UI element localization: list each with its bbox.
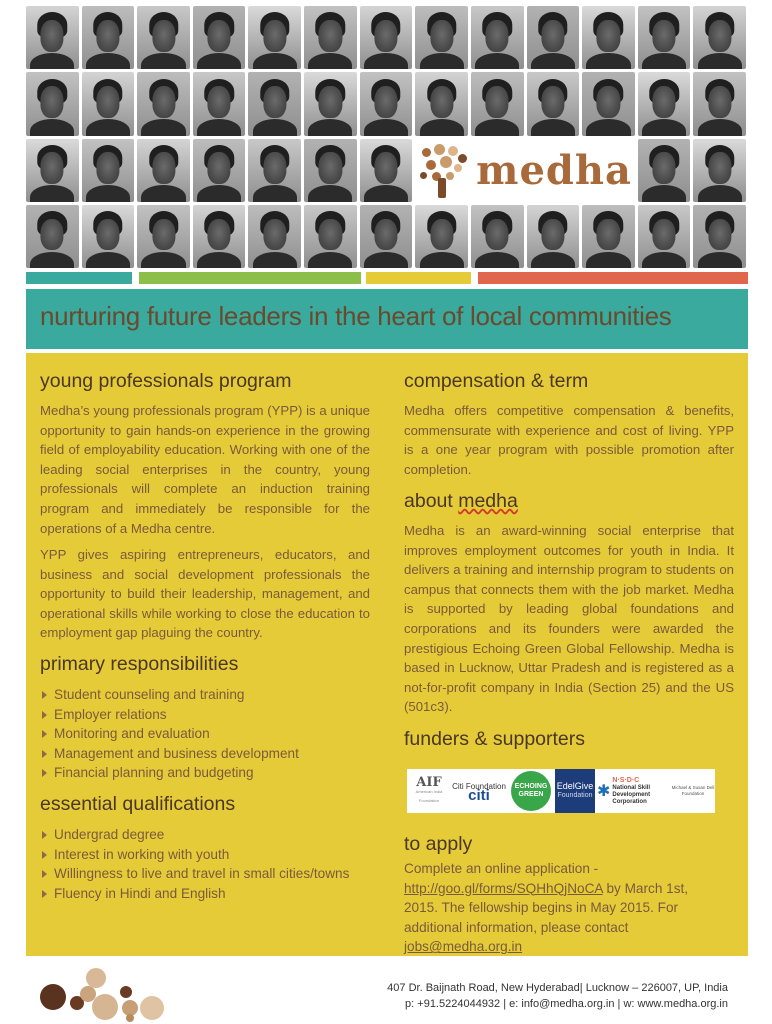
nsdc-logo (597, 769, 671, 813)
portrait-photo (693, 205, 746, 268)
photo-mosaic (26, 6, 746, 268)
qualification-item: Interest in working with youth (40, 845, 349, 865)
funders-heading: funders & supporters (404, 728, 586, 750)
compensation-heading: compensation & term (404, 370, 589, 392)
footer-logo-dot (126, 1014, 134, 1022)
citi-foundation-text: Citi Foundation (452, 782, 506, 791)
portrait-photo (415, 6, 468, 69)
portrait-photo (137, 6, 190, 69)
qualification-item: Willingness to live and travel in small cities/towns (40, 864, 349, 884)
portrait-photo (304, 72, 357, 135)
stripe-yellow (366, 272, 471, 284)
responsibility-item: Financial planning and budgeting (40, 763, 299, 783)
tagline-banner (26, 289, 748, 349)
portrait-photo (304, 139, 357, 202)
footer-logo-dot (120, 986, 132, 998)
portrait-photo (360, 205, 413, 268)
portrait-photo (582, 6, 635, 69)
portrait-photo (527, 6, 580, 69)
footer-contact (387, 980, 728, 1012)
portrait-photo (82, 6, 135, 69)
portrait-photo (582, 205, 635, 268)
portrait-photo (693, 139, 746, 202)
tree-dot (458, 154, 467, 163)
tree-dot (426, 160, 436, 170)
aif-logo-text: AIF (416, 774, 442, 790)
edelgive-logo (555, 769, 595, 813)
nsdc-subtext: National Skill Development Corporation (612, 785, 651, 805)
tree-dot (420, 172, 427, 179)
stripe-teal (26, 272, 132, 284)
about-heading (404, 490, 518, 513)
portrait-photo (304, 205, 357, 268)
responsibility-item: Management and business development (40, 744, 299, 764)
apply-text-middle: by March 1st, 2015. The fellowship begins in May 2015. For additional information, please contact (404, 880, 689, 935)
portrait-photo (693, 72, 746, 135)
tree-dot (446, 172, 454, 180)
about-heading-name: medha (458, 490, 518, 512)
portrait-photo (248, 6, 301, 69)
portrait-photo (415, 72, 468, 135)
medha-wordmark: medha (476, 146, 632, 194)
portrait-photo (26, 6, 79, 69)
apply-text-before: Complete an online application - (404, 861, 599, 876)
footer-address: 407 Dr. Baijnath Road, New Hyderabad| Lucknow – 226007, UP, India (387, 982, 728, 994)
nsdc-figure-icon: ✱ (597, 782, 611, 800)
about-heading-prefix: about (404, 490, 459, 512)
citi-text: citi (468, 787, 490, 804)
footer-logo-dot (40, 984, 66, 1010)
footer-logo (34, 964, 174, 1020)
portrait-photo (304, 6, 357, 69)
portrait-photo (137, 205, 190, 268)
footer-contact-line: p: +91.5224044932 | e: info@medha.org.in | w: www.medha.org.in (405, 998, 728, 1010)
tagline: nurturing future leaders in the heart of local communities (40, 301, 672, 331)
portrait-photo (137, 72, 190, 135)
portrait-photo (693, 6, 746, 69)
stripe-green (139, 272, 361, 284)
ypp-paragraph-1: Medha’s young professionals program (YPP) is a unique opportunity to gain hands-on experience in the growing field of employability education. Working with one of the leading social enterprises in the country, young professionals will complete an induction training program and immediately be responsible for the operations of a Medha centre. (40, 403, 370, 536)
responsibility-item: Monitoring and evaluation (40, 724, 299, 744)
portrait-photo (248, 139, 301, 202)
portrait-photo (638, 205, 691, 268)
dell-foundation-logo: Michael & Susan Dell Foundation (671, 785, 715, 796)
about-paragraph: Medha is an award-winning social enterprise that improves employment outcomes for youth in India. It delivers a training and internship program to students on campus that connects them with the job market. Medha is supported by leading global foundations and corporations and its founders were awarded the prestigious Echoing Green Global Fellowship. Medha is based in Lucknow, Uttar Pradesh and is registered as a not-for-profit company in India (Section 25) and the US (501c3). (404, 523, 734, 715)
aif-logo (407, 769, 451, 813)
portrait-photo (527, 72, 580, 135)
portrait-photo (471, 6, 524, 69)
portrait-photo (193, 72, 246, 135)
stripe-coral (478, 272, 748, 284)
portrait-photo (638, 72, 691, 135)
responsibility-item: Student counseling and training (40, 685, 299, 705)
responsibilities-heading: primary responsibilities (40, 653, 239, 675)
portrait-photo (193, 205, 246, 268)
portrait-photo (82, 72, 135, 135)
apply-heading: to apply (404, 833, 473, 855)
portrait-photo (638, 139, 691, 202)
portrait-photo (471, 72, 524, 135)
portrait-photo (26, 205, 79, 268)
portrait-photo (360, 72, 413, 135)
echoing-green-text: ECHOING GREEN (511, 771, 551, 811)
aif-logo-subtext: American India Foundation (415, 788, 443, 803)
tree-dot (434, 144, 445, 155)
footer-logo-dot (140, 996, 164, 1020)
portrait-photo (248, 72, 301, 135)
edelgive-text: EdelGive (556, 781, 594, 791)
portrait-photo (248, 205, 301, 268)
funders-logo-strip (407, 769, 715, 813)
portrait-photo (415, 205, 468, 268)
portrait-photo (82, 139, 135, 202)
portrait-photo (360, 139, 413, 202)
footer-logo-dot (86, 968, 106, 988)
tree-dot (440, 156, 452, 168)
echoing-green-logo (509, 769, 553, 813)
footer-logo-dot (92, 994, 118, 1020)
responsibilities-list (40, 685, 299, 783)
tree-dot (454, 164, 462, 172)
portrait-photo (26, 72, 79, 135)
contact-email-link[interactable]: jobs@medha.org.in (404, 939, 523, 955)
portrait-photo (193, 139, 246, 202)
portrait-photo (193, 6, 246, 69)
portrait-photo (26, 139, 79, 202)
portrait-photo (638, 6, 691, 69)
qualifications-list (40, 825, 349, 903)
tree-dot (422, 148, 431, 157)
nsdc-text: N·S·D·C (612, 777, 640, 784)
application-form-link[interactable]: http://goo.gl/forms/SQHhQjNoCA (404, 880, 603, 896)
medha-logo (415, 139, 634, 202)
medha-tree-icon (418, 142, 470, 198)
citi-foundation-logo (451, 769, 507, 813)
responsibility-item: Employer relations (40, 705, 299, 725)
qualification-item: Undergrad degree (40, 825, 349, 845)
ypp-paragraph-2: YPP gives aspiring entrepreneurs, educators, and business and social development professionals the opportunity to build their leadership, management, and operational skills while working to close the education to employment gap plaguing the country. (40, 547, 370, 641)
portrait-photo (82, 205, 135, 268)
portrait-photo (137, 139, 190, 202)
portrait-photo (471, 205, 524, 268)
portrait-photo (360, 6, 413, 69)
edelgive-subtext: Foundation (557, 792, 593, 799)
tree-trunk (438, 178, 446, 198)
portrait-photo (582, 72, 635, 135)
apply-paragraph (404, 859, 714, 957)
ypp-heading: young professionals program (40, 370, 292, 392)
content-panel (26, 353, 748, 956)
compensation-paragraph: Medha offers competitive compensation & benefits, commensurate with experience and cost of living. YPP is a one year program with possible promotion after completion. (404, 403, 734, 477)
qualification-item: Fluency in Hindi and English (40, 884, 349, 904)
qualifications-heading: essential qualifications (40, 793, 236, 815)
tree-dot (448, 146, 458, 156)
portrait-photo (527, 205, 580, 268)
